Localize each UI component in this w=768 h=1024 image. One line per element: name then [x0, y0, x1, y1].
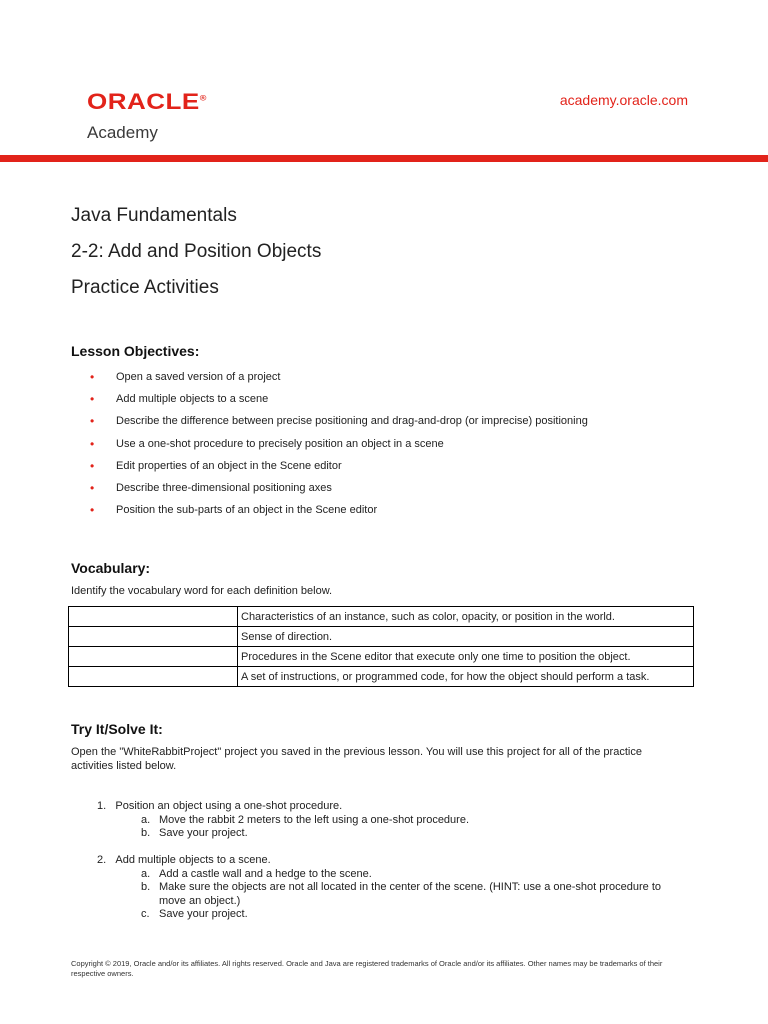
- try-it-intro: Open the "WhiteRabbitProject" project you saved in the previous lesson. You will use this project for all of the practice activities listed below.: [71, 746, 642, 772]
- subtask: [97, 814, 681, 828]
- document-titles: [71, 198, 321, 306]
- task-number: 2.: [97, 854, 107, 866]
- bullet-icon: •: [90, 392, 95, 407]
- subtask-text: Move the rabbit 2 meters to the left using a one-shot procedure.: [159, 813, 470, 826]
- list-item: [90, 410, 588, 432]
- task-1: [97, 800, 681, 841]
- vocabulary-table: [68, 606, 694, 687]
- try-it-heading: Try It/Solve It:: [71, 721, 163, 737]
- list-item: [90, 366, 588, 388]
- subtask: [97, 868, 681, 882]
- task-number: 1.: [97, 800, 107, 812]
- list-item: [90, 499, 588, 521]
- subtask: [97, 908, 681, 922]
- table-row: [69, 647, 694, 667]
- objective-text: Use a one-shot procedure to precisely position an object in a scene: [116, 437, 444, 450]
- answer-cell[interactable]: [69, 647, 238, 667]
- header-divider-bar: [0, 155, 768, 162]
- table-row: [69, 607, 694, 627]
- task-line: [97, 854, 681, 868]
- subtask-text: Add a castle wall and a hedge to the scene.: [159, 867, 372, 880]
- list-item: [90, 455, 588, 477]
- copyright-footer: Copyright © 2019, Oracle and/or its affiliates. All rights reserved. Oracle and Java are registered trademarks of Oracle and/or its affiliates. Other names may be trademarks of their respective owners.: [71, 959, 663, 978]
- oracle-academy-logo: [87, 87, 207, 143]
- answer-cell[interactable]: [69, 607, 238, 627]
- vocabulary-intro: Identify the vocabulary word for each definition below.: [71, 585, 333, 597]
- objective-text: Position the sub-parts of an object in the Scene editor: [116, 504, 378, 517]
- bullet-icon: •: [90, 436, 95, 451]
- objectives-list: [90, 366, 588, 521]
- subtask-text: Save your project.: [159, 908, 248, 920]
- course-title: Java Fundamentals: [71, 205, 237, 226]
- list-item: [90, 388, 588, 410]
- table-row: [69, 627, 694, 647]
- definition-cell: Characteristics of an instance, such as color, opacity, or position in the world.: [238, 607, 694, 627]
- subtask-mark: a.: [141, 867, 151, 880]
- task-text: Position an object using a one-shot procedure.: [115, 800, 343, 812]
- academy-label: Academy: [87, 122, 158, 142]
- vocabulary-heading: Vocabulary:: [71, 560, 151, 576]
- registered-mark: ®: [199, 93, 207, 103]
- oracle-wordmark: [87, 87, 207, 112]
- subtask-text: Save your project.: [159, 827, 248, 839]
- brand-text: ORACLE: [87, 88, 200, 114]
- subtask: [97, 881, 681, 908]
- bullet-icon: •: [90, 458, 95, 473]
- lesson-title: 2-2: Add and Position Objects: [71, 241, 322, 262]
- bullet-icon: •: [90, 481, 95, 496]
- objective-text: Describe three-dimensional positioning axes: [116, 482, 332, 495]
- subtask-mark: a.: [141, 813, 151, 826]
- definition-cell: A set of instructions, or programmed code, for how the object should perform a task.: [238, 667, 694, 687]
- task-text: Add multiple objects to a scene.: [115, 854, 271, 866]
- list-item: [90, 433, 588, 455]
- objective-text: Edit properties of an object in the Scene editor: [116, 459, 342, 472]
- objectives-heading: Lesson Objectives:: [71, 343, 200, 359]
- definition-cell: Procedures in the Scene editor that execute only one time to position the object.: [238, 647, 694, 667]
- objective-text: Describe the difference between precise positioning and drag-and-drop (or imprecise) positioning: [116, 415, 588, 428]
- task-line: [97, 800, 681, 814]
- definition-cell: Sense of direction.: [238, 627, 694, 647]
- subtask-mark: b.: [141, 881, 151, 893]
- bullet-icon: •: [90, 414, 95, 429]
- list-item: [90, 477, 588, 499]
- site-link[interactable]: academy.oracle.com: [559, 92, 688, 108]
- subtask-mark: b.: [141, 827, 151, 839]
- subtask-text: Make sure the objects are not all located in the center of the scene. (HINT: use a one-shot procedure to move an object.): [159, 881, 662, 907]
- task-2: [97, 854, 681, 922]
- objective-text: Add multiple objects to a scene: [116, 393, 269, 406]
- answer-cell[interactable]: [69, 627, 238, 647]
- answer-cell[interactable]: [69, 667, 238, 687]
- bullet-icon: •: [90, 370, 95, 384]
- table-row: [69, 667, 694, 687]
- subtask: [97, 827, 681, 841]
- objective-text: Open a saved version of a project: [116, 371, 281, 383]
- bullet-icon: •: [90, 503, 95, 518]
- activity-title: Practice Activities: [71, 277, 219, 298]
- subtask-mark: c.: [141, 908, 150, 920]
